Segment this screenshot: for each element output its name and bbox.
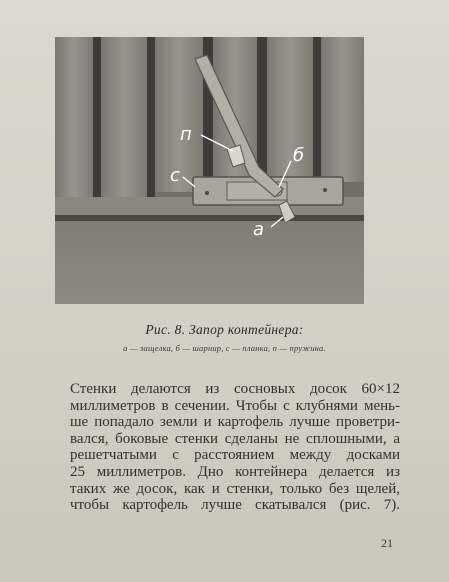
figure-caption: Рис. 8. Запор контейнера: <box>145 322 304 337</box>
text-line: вался, боковые стенки сделаны не сплошными, а <box>70 430 400 447</box>
text-line: таких же досок, как и стенки, только без щелей, <box>70 480 400 497</box>
text-line: ше попадало земли и картофель лучше проветри- <box>70 414 400 431</box>
text-line: решетчатыми с расстоянием между досками <box>70 447 400 464</box>
label-b: б <box>293 145 305 166</box>
label-a: а <box>253 219 265 240</box>
text-line: чтобы картофель лучше скатывался (рис. 7). <box>70 497 400 514</box>
label-c: с <box>170 165 180 186</box>
label-p: п <box>180 124 192 145</box>
figure-photo <box>55 37 364 304</box>
text-line: миллиметров в сечении. Чтобы с клубнями мень- <box>70 397 400 414</box>
text-line: Стенки делаются из сосновых досок 60×12 <box>70 381 400 397</box>
figure-legend: а — защелка, б — шарнир, с — планка, п — пружина. <box>123 343 326 353</box>
page-number: 21 <box>381 536 393 550</box>
text-line: 25 миллиметров. Дно контейнера делается из <box>70 463 400 480</box>
container-latch-photo <box>55 37 364 304</box>
body-paragraph <box>70 381 400 514</box>
